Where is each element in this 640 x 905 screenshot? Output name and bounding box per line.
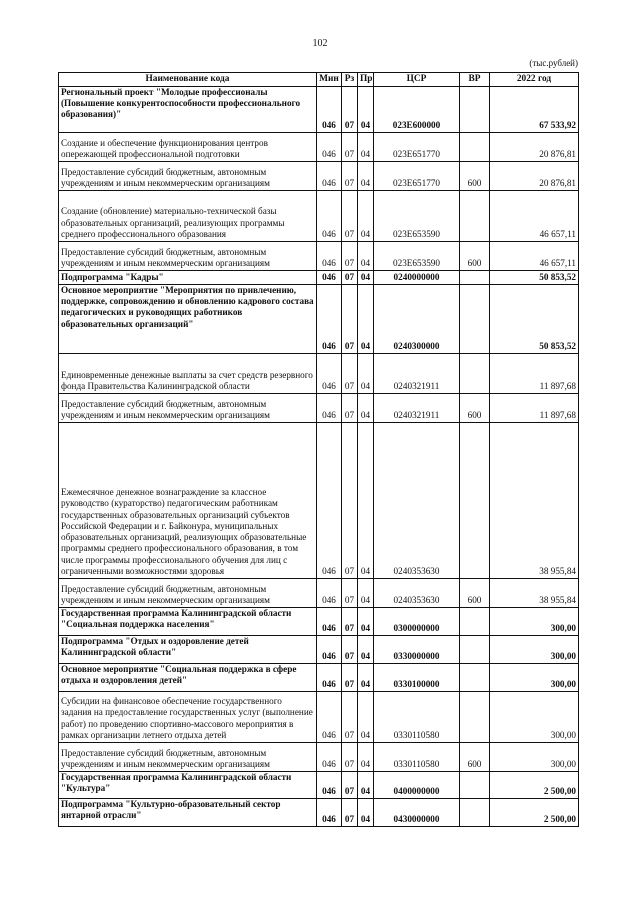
row-min: 046 xyxy=(317,772,342,799)
row-amount: 38 955,84 xyxy=(490,579,579,608)
row-min: 046 xyxy=(317,191,342,242)
table-row xyxy=(59,285,579,354)
row-pr: 04 xyxy=(358,242,374,271)
row-vr xyxy=(460,271,490,285)
row-csr: 023E651770 xyxy=(374,162,460,191)
row-amount: 50 853,52 xyxy=(490,271,579,285)
row-vr xyxy=(460,692,490,743)
col-header-vr: ВР xyxy=(460,73,490,87)
row-name: Подпрограмма "Отдых и оздоровление детей Калининградской области" xyxy=(59,636,317,664)
row-rz: 07 xyxy=(342,799,358,827)
row-rz: 07 xyxy=(342,743,358,772)
row-name: Предоставление субсидий бюджетным, автономным учреждениям и иным некоммерческим организациям xyxy=(59,162,317,191)
row-csr: 023E653590 xyxy=(374,242,460,271)
row-rz: 07 xyxy=(342,191,358,242)
row-csr: 0240353630 xyxy=(374,579,460,608)
row-rz: 07 xyxy=(342,285,358,354)
row-vr: 600 xyxy=(460,162,490,191)
row-csr: 0240321911 xyxy=(374,394,460,423)
row-vr: 600 xyxy=(460,394,490,423)
row-min: 046 xyxy=(317,664,342,692)
row-amount: 300,00 xyxy=(490,692,579,743)
row-name: Подпрограмма "Культурно-образовательный сектор янтарной отрасли" xyxy=(59,799,317,827)
row-amount: 38 955,84 xyxy=(490,423,579,579)
row-pr: 04 xyxy=(358,285,374,354)
row-min: 046 xyxy=(317,162,342,191)
budget-table xyxy=(58,72,579,827)
row-min: 046 xyxy=(317,743,342,772)
row-name: Создание и обеспечение функционирования центров опережающей профессиональной подготовки xyxy=(59,133,317,162)
row-name: Единовременные денежные выплаты за счет средств резервного фонда Правительства Калининградской области xyxy=(59,354,317,394)
row-amount: 300,00 xyxy=(490,664,579,692)
table-row xyxy=(59,162,579,191)
table-row xyxy=(59,772,579,799)
row-pr: 04 xyxy=(358,423,374,579)
row-vr xyxy=(460,772,490,799)
row-vr: 600 xyxy=(460,579,490,608)
row-name: Субсидии на финансовое обеспечение государственного задания на предоставление государственных услуг (выполнение работ) по проведению спортивно-массового мероприятия в рамках организации летнего отдыха детей xyxy=(59,692,317,743)
row-name: Основное мероприятие "Социальная поддержка в сфере отдыха и оздоровления детей" xyxy=(59,664,317,692)
table-row xyxy=(59,423,579,579)
row-min: 046 xyxy=(317,608,342,636)
row-csr: 0240000000 xyxy=(374,271,460,285)
row-csr: 023E653590 xyxy=(374,191,460,242)
row-min: 046 xyxy=(317,692,342,743)
row-rz: 07 xyxy=(342,664,358,692)
row-pr: 04 xyxy=(358,394,374,423)
table-row xyxy=(59,579,579,608)
col-header-min: Мин xyxy=(317,73,342,87)
row-name: Подпрограмма "Кадры" xyxy=(59,271,317,285)
page-number: 102 xyxy=(312,38,328,49)
row-csr: 0240300000 xyxy=(374,285,460,354)
row-vr xyxy=(460,423,490,579)
row-vr xyxy=(460,191,490,242)
col-header-pr: Пр xyxy=(358,73,374,87)
row-min: 046 xyxy=(317,133,342,162)
row-name: Создание (обновление) материально-технической базы образовательных организаций, реализующих программы среднего профессионального образования xyxy=(59,191,317,242)
row-pr: 04 xyxy=(358,162,374,191)
table-header-row xyxy=(59,73,579,87)
row-amount: 50 853,52 xyxy=(490,285,579,354)
row-vr xyxy=(460,608,490,636)
row-vr xyxy=(460,636,490,664)
row-csr: 0300000000 xyxy=(374,608,460,636)
row-rz: 07 xyxy=(342,133,358,162)
row-vr xyxy=(460,354,490,394)
col-header-rz: Рз xyxy=(342,73,358,87)
table-row xyxy=(59,394,579,423)
row-rz: 07 xyxy=(342,271,358,285)
row-name: Предоставление субсидий бюджетным, автономным учреждениям и иным некоммерческим организациям xyxy=(59,743,317,772)
row-rz: 07 xyxy=(342,692,358,743)
row-csr: 023E651770 xyxy=(374,133,460,162)
row-csr: 0240321911 xyxy=(374,354,460,394)
row-name: Ежемесячное денежное вознаграждение за классное руководство (кураторство) педагогическим работникам государственных образовательных организаций субъектов Российской Федерации и г. Байконура, муниципальных образовательных организаций, реализующих образовательные программы среднего профессионального образования, в том числе программы профессионального обучения для лиц с ограниченными возможностями здоровья xyxy=(59,423,317,579)
row-rz: 07 xyxy=(342,87,358,133)
row-csr: 0430000000 xyxy=(374,799,460,827)
row-name: Предоставление субсидий бюджетным, автономным учреждениям и иным некоммерческим организациям xyxy=(59,579,317,608)
row-amount: 2 500,00 xyxy=(490,799,579,827)
row-name: Региональный проект "Молодые профессионалы (Повышение конкурентоспособности профессионального образования)" xyxy=(59,87,317,133)
row-csr: 0330000000 xyxy=(374,636,460,664)
row-pr: 04 xyxy=(358,271,374,285)
row-rz: 07 xyxy=(342,579,358,608)
row-csr: 0240353630 xyxy=(374,423,460,579)
row-min: 046 xyxy=(317,285,342,354)
col-header-amount: 2022 год xyxy=(490,73,579,87)
units-label: (тыс.рублей) xyxy=(529,58,578,68)
row-amount: 46 657,11 xyxy=(490,242,579,271)
row-amount: 300,00 xyxy=(490,743,579,772)
row-min: 046 xyxy=(317,423,342,579)
row-amount: 20 876,81 xyxy=(490,162,579,191)
row-pr: 04 xyxy=(358,579,374,608)
row-rz: 07 xyxy=(342,608,358,636)
row-amount: 11 897,68 xyxy=(490,394,579,423)
row-pr: 04 xyxy=(358,743,374,772)
row-name: Государственная программа Калининградской области "Культура" xyxy=(59,772,317,799)
row-vr xyxy=(460,799,490,827)
row-csr: 0330110580 xyxy=(374,692,460,743)
row-vr xyxy=(460,87,490,133)
row-amount: 300,00 xyxy=(490,608,579,636)
row-amount: 20 876,81 xyxy=(490,133,579,162)
row-amount: 67 533,92 xyxy=(490,87,579,133)
row-amount: 11 897,68 xyxy=(490,354,579,394)
table-row xyxy=(59,191,579,242)
row-csr: 0330110580 xyxy=(374,743,460,772)
row-min: 046 xyxy=(317,354,342,394)
row-pr: 04 xyxy=(358,636,374,664)
row-amount: 46 657,11 xyxy=(490,191,579,242)
row-min: 046 xyxy=(317,271,342,285)
row-min: 046 xyxy=(317,394,342,423)
table-row xyxy=(59,242,579,271)
row-rz: 07 xyxy=(342,636,358,664)
row-rz: 07 xyxy=(342,394,358,423)
row-vr xyxy=(460,664,490,692)
table-row xyxy=(59,799,579,827)
row-amount: 300,00 xyxy=(490,636,579,664)
table-row xyxy=(59,271,579,285)
row-rz: 07 xyxy=(342,162,358,191)
row-pr: 04 xyxy=(358,133,374,162)
row-pr: 04 xyxy=(358,664,374,692)
table-row xyxy=(59,133,579,162)
row-rz: 07 xyxy=(342,772,358,799)
row-rz: 07 xyxy=(342,423,358,579)
row-vr: 600 xyxy=(460,242,490,271)
row-pr: 04 xyxy=(358,608,374,636)
table-row xyxy=(59,354,579,394)
row-pr: 04 xyxy=(358,87,374,133)
row-rz: 07 xyxy=(342,242,358,271)
row-csr: 0330100000 xyxy=(374,664,460,692)
row-min: 046 xyxy=(317,87,342,133)
row-vr xyxy=(460,133,490,162)
row-vr: 600 xyxy=(460,743,490,772)
row-rz: 07 xyxy=(342,354,358,394)
col-header-name: Наименование кода xyxy=(59,73,317,87)
row-pr: 04 xyxy=(358,191,374,242)
table-row xyxy=(59,608,579,636)
row-min: 046 xyxy=(317,579,342,608)
table-row xyxy=(59,692,579,743)
row-min: 046 xyxy=(317,799,342,827)
row-amount: 2 500,00 xyxy=(490,772,579,799)
table-row xyxy=(59,636,579,664)
row-min: 046 xyxy=(317,636,342,664)
table-row xyxy=(59,87,579,133)
row-min: 046 xyxy=(317,242,342,271)
row-pr: 04 xyxy=(358,354,374,394)
table-row xyxy=(59,743,579,772)
row-name: Предоставление субсидий бюджетным, автономным учреждениям и иным некоммерческим организациям xyxy=(59,242,317,271)
row-name: Основное мероприятие "Мероприятия по привлечению, поддержке, сопровождению и обновлению кадрового состава педагогических и руководящих работников образовательных организаций" xyxy=(59,285,317,354)
row-csr: 023E600000 xyxy=(374,87,460,133)
row-pr: 04 xyxy=(358,772,374,799)
row-pr: 04 xyxy=(358,692,374,743)
row-vr xyxy=(460,285,490,354)
table-row xyxy=(59,664,579,692)
row-name: Предоставление субсидий бюджетным, автономным учреждениям и иным некоммерческим организациям xyxy=(59,394,317,423)
row-csr: 0400000000 xyxy=(374,772,460,799)
col-header-csr: ЦСР xyxy=(374,73,460,87)
row-name: Государственная программа Калининградской области "Социальная поддержка населения" xyxy=(59,608,317,636)
row-pr: 04 xyxy=(358,799,374,827)
